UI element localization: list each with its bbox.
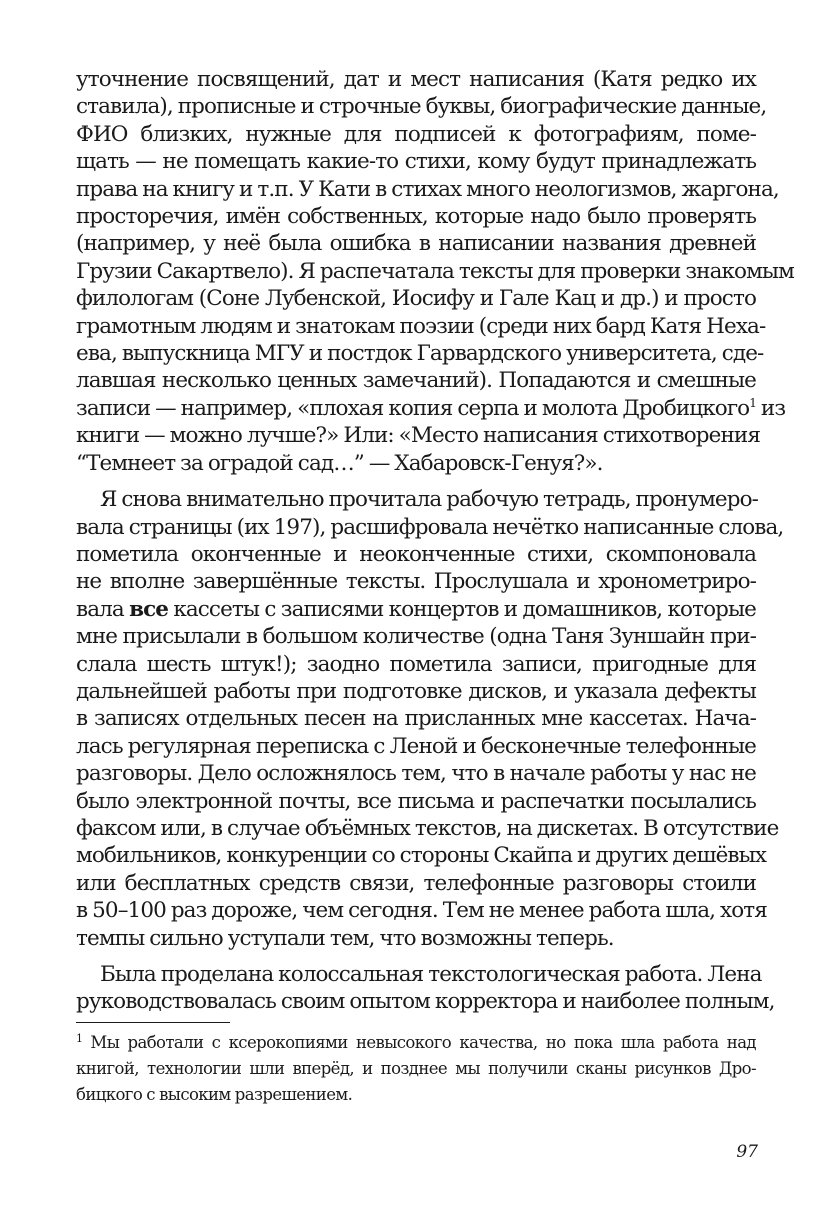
footnote-mark: 1	[76, 1032, 83, 1045]
text-line: просторечия, имён собственных, которые надо было проверять	[76, 204, 756, 230]
text-line: лась регулярная переписка с Леной и бесконечные телефонные	[76, 733, 756, 759]
footnote-reference: 1	[749, 395, 756, 410]
text-line: (например, у неё была ошибка в написании названия древней	[76, 231, 756, 257]
paragraph-3	[76, 961, 775, 1016]
text-line: уточнение посвящений, дат и мест написания (Катя редко их	[76, 67, 756, 92]
text-line: ставила), прописные и строчные буквы, биографические данные,	[76, 94, 767, 120]
text-line: в записях отдельных песен на присланных мне кассетах. Нача-	[76, 706, 756, 732]
paragraph-2	[76, 486, 784, 952]
text-line: факсом или, в случае объёмных текстов, на дискетах. В отсутствие	[76, 815, 779, 841]
paragraph-1	[76, 66, 794, 477]
text-line: или бесплатных средств связи, телефонные разговоры стоили	[76, 870, 756, 896]
text-line: Я снова внимательно прочитала рабочую тетрадь, пронумеро-	[100, 487, 758, 513]
text-line: ева, выпускница МГУ и постдок Гарвардского университета, сде-	[76, 341, 764, 367]
page-number: 97	[736, 1142, 758, 1162]
emphasis-word: все	[129, 596, 169, 622]
text-line: мне присылали в большом количестве (одна Таня Зуншайн при-	[76, 624, 756, 650]
text-line: книги — можно лучше?» Или: «Место написания стихотворения	[76, 423, 760, 449]
text-line: темпы сильно уступали тем, что возможны теперь.	[76, 925, 614, 951]
footnote-line: книгой, технологии шли вперёд, и позднее мы получили сканы рисунков Дро-	[76, 1059, 756, 1078]
text-line: лавшая несколько ценных замечаний). Попадаются и смешные	[76, 368, 756, 394]
footnote-line: бицкого с высоким разрешением.	[76, 1085, 353, 1104]
footnote-separator	[76, 1022, 230, 1023]
text-line: ФИО близких, нужные для подписей к фотографиям, поме-	[76, 121, 756, 147]
text-line: вала страницы (их 197), расшифровала нечётко написанные слова,	[76, 514, 784, 540]
text-line: дальнейшей работы при подготовке дисков, и указала дефекты	[76, 678, 756, 704]
text-line: грамотным людям и знатокам поэзии (среди них бард Катя Неха-	[76, 313, 766, 339]
footnote	[76, 1030, 756, 1108]
text-line: филологам (Соне Лубенской, Иосифу и Гале Кац и др.) и просто	[76, 286, 756, 312]
text-line: мобильников, конкуренции со стороны Скайпа и других дешёвых	[76, 843, 767, 869]
footnote-line	[76, 1030, 756, 1056]
text-line: руководствовалась своим опытом корректора и наиболее полным,	[76, 989, 775, 1015]
text-line: права на книгу и т.п. У Кати в стихах много неологизмов, жаргона,	[76, 176, 779, 202]
text-line-with-bold: вала все кассеты с записями концертов и домашников, которые	[76, 596, 757, 622]
text-line: не вполне завершённые тексты. Прослушала и хронометриро-	[76, 569, 756, 595]
text-line: в 50–100 раз дороже, чем сегодня. Тем не менее работа шла, хотя	[76, 898, 767, 924]
text-line: слала шесть штук!); заодно пометила записи, пригодные для	[76, 651, 756, 677]
text-line: Грузии Сакартвело). Я распечатала тексты для проверки знакомым	[76, 258, 794, 284]
text-line: пометила оконченные и неоконченные стихи, скомпоновала	[76, 541, 756, 567]
body-text	[76, 66, 794, 1025]
text-line: было электронной почты, все письма и распечатки посылались	[76, 788, 756, 814]
text-line: “Темнеет за оградой сад…” — Хабаровск-Генуя?».	[76, 450, 603, 476]
footnote-text: Мы работали с ксерокопиями невысокого качества, но пока шла работа над	[90, 1033, 756, 1052]
text-line: Была проделана колоссальная текстологическая работа. Лена	[100, 962, 762, 987]
text-line: разговоры. Дело осложнялось тем, что в начале работы у нас не	[76, 761, 756, 787]
text-line: щать — не помещать какие-то стихи, кому будут принадлежать	[76, 149, 756, 175]
text-line: записи — например, «плохая копия серпа и молота Дробицкого$^1$ из	[76, 395, 786, 421]
